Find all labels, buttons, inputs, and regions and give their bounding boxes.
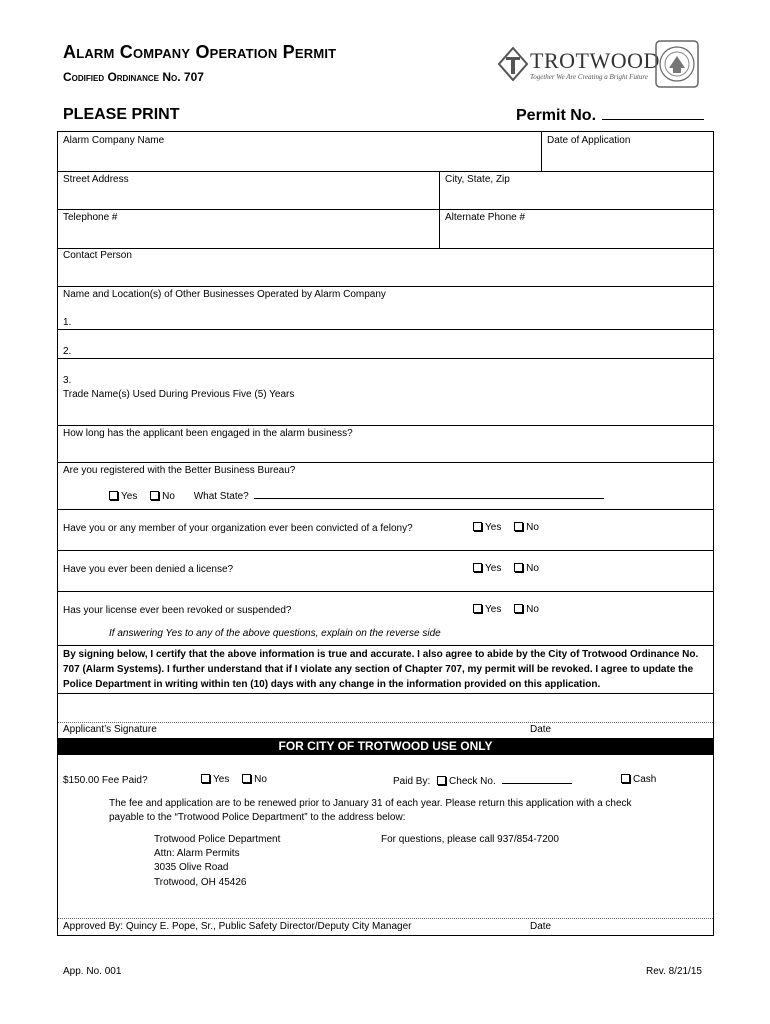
date-of-application-label: Date of Application xyxy=(547,135,631,146)
app-number: App. No. 001 xyxy=(63,966,122,977)
fee-yes-option[interactable]: Yes xyxy=(201,774,229,785)
felony-question-label: Have you or any member of your organization ever been convicted of a felony? xyxy=(63,523,413,534)
revoked-question-label: Has your license ever been revoked or suspended? xyxy=(63,605,292,616)
bbb-yes-option[interactable]: Yes xyxy=(109,491,137,502)
revoked-no-checkbox[interactable] xyxy=(514,604,523,613)
how-long-label: How long has the applicant been engaged in the alarm business? xyxy=(63,428,353,439)
address-line-4: Trotwood, OH 45426 xyxy=(154,877,247,888)
company-name-label: Alarm Company Name xyxy=(63,135,165,146)
what-state-blank[interactable] xyxy=(254,489,604,499)
address-line-2: Attn: Alarm Permits xyxy=(154,848,240,859)
questions-phone: For questions, please call 937/854-7200 xyxy=(381,834,559,845)
paid-by-group xyxy=(393,774,572,787)
application-form xyxy=(57,131,714,936)
felony-no-option[interactable]: No xyxy=(514,522,539,533)
denied-no-checkbox[interactable] xyxy=(514,563,523,572)
trotwood-logo xyxy=(498,44,660,84)
cash-option[interactable]: Cash xyxy=(621,774,656,785)
renewal-text-2: payable to the “Trotwood Police Department” to the address below: xyxy=(109,812,406,823)
fee-yes-checkbox[interactable] xyxy=(201,774,210,783)
certification-line-3: Police Department in writing within ten (10) days with any change in the information provided on this application. xyxy=(63,679,601,690)
business-item-2: 2. xyxy=(63,346,72,357)
approval-date-label: Date xyxy=(530,921,552,932)
revoked-yes-checkbox[interactable] xyxy=(473,604,482,613)
permit-number-label: Permit No. xyxy=(516,107,597,124)
check-number-blank[interactable] xyxy=(502,774,572,784)
revoked-no-option[interactable]: No xyxy=(514,604,539,615)
fee-no-option[interactable]: No xyxy=(242,774,267,785)
paid-by-label: Paid By: xyxy=(393,776,431,787)
city-state-zip-label: City, State, Zip xyxy=(445,174,510,185)
applicant-signature-label: Applicant’s Signature xyxy=(63,724,157,735)
cash-checkbox[interactable] xyxy=(621,774,630,783)
felony-yes-checkbox[interactable] xyxy=(473,522,482,531)
denied-yes-checkbox[interactable] xyxy=(473,563,482,572)
form-subtitle: Codified Ordinance No. 707 xyxy=(63,70,204,84)
revision-date: Rev. 8/21/15 xyxy=(646,966,702,977)
alternate-phone-label: Alternate Phone # xyxy=(445,212,526,223)
other-businesses-label: Name and Location(s) of Other Businesses Operated by Alarm Company xyxy=(63,289,386,300)
certification-line-2: 707 (Alarm Systems). I further understand that if I violate any section of Chapter 707, my permit will be revoked. I agree to update the xyxy=(63,664,694,675)
bbb-yes-checkbox[interactable] xyxy=(109,491,118,500)
permit-number-blank[interactable] xyxy=(602,106,704,120)
permit-number-field[interactable] xyxy=(516,106,704,125)
what-state-label: What State? xyxy=(193,491,249,502)
form-title: Alarm Company Operation Permit xyxy=(63,42,337,62)
city-seal-icon xyxy=(655,40,699,88)
business-item-1: 1. xyxy=(63,317,72,328)
revoked-yes-option[interactable]: Yes xyxy=(473,604,501,615)
office-use-bar: FOR CITY OF TROTWOOD USE ONLY xyxy=(58,738,713,755)
felony-yes-option[interactable]: Yes xyxy=(473,522,501,533)
felony-options xyxy=(473,522,549,533)
bbb-question-label: Are you registered with the Better Business Bureau? xyxy=(63,465,296,476)
approved-by-label: Approved By: Quincy E. Pope, Sr., Public Safety Director/Deputy City Manager xyxy=(63,921,412,932)
address-line-3: 3035 Olive Road xyxy=(154,862,229,873)
logo-wordmark: TROTWOOD xyxy=(530,48,660,73)
check-checkbox[interactable] xyxy=(437,776,446,785)
denied-question-label: Have you ever been denied a license? xyxy=(63,564,234,575)
telephone-label: Telephone # xyxy=(63,212,118,223)
denied-no-option[interactable]: No xyxy=(514,563,539,574)
felony-no-checkbox[interactable] xyxy=(514,522,523,531)
bbb-no-checkbox[interactable] xyxy=(150,491,159,500)
street-address-label: Street Address xyxy=(63,174,129,185)
certification-line-1: By signing below, I certify that the above information is true and accurate. I also agree to abide by the City of Trotwood Ordinance No. xyxy=(63,649,699,660)
signature-date-label: Date xyxy=(530,724,552,735)
trotwood-logo-mark-icon xyxy=(498,47,528,81)
please-print-label: PLEASE PRINT xyxy=(63,106,180,123)
contact-person-label: Contact Person xyxy=(63,250,132,261)
bbb-options xyxy=(109,489,604,502)
address-line-1: Trotwood Police Department xyxy=(154,834,281,845)
denied-yes-option[interactable]: Yes xyxy=(473,563,501,574)
check-option[interactable]: Check No. xyxy=(437,776,496,787)
denied-options xyxy=(473,563,549,574)
logo-tagline: Together We Are Creating a Bright Future xyxy=(530,73,648,81)
fee-options xyxy=(201,774,277,785)
revoked-options xyxy=(473,604,549,615)
fee-paid-label: $150.00 Fee Paid? xyxy=(63,775,148,786)
renewal-text-1: The fee and application are to be renewed prior to January 31 of each year. Please return this application with a check xyxy=(109,798,632,809)
bbb-no-option[interactable]: No xyxy=(150,491,175,502)
business-item-3: 3. xyxy=(63,375,72,386)
trade-names-label: Trade Name(s) Used During Previous Five (5) Years xyxy=(63,389,295,400)
fee-no-checkbox[interactable] xyxy=(242,774,251,783)
explain-note: If answering Yes to any of the above questions, explain on the reverse side xyxy=(109,628,441,639)
